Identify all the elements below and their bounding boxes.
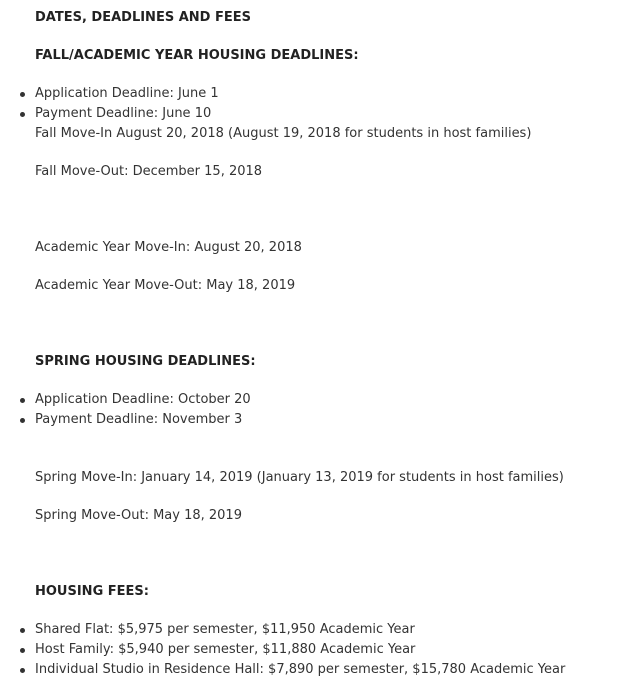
spring-payment-deadline: Payment Deadline: November 3 [35, 412, 243, 427]
spring-section-heading: SPRING HOUSING DEADLINES: [35, 354, 256, 369]
bullet-icon [20, 92, 25, 97]
list-item [35, 661, 565, 679]
fee-individual-studio: Individual Studio in Residence Hall: $7,890 per semester, $15,780 Academic Year [35, 662, 566, 677]
fee-host-family: Host Family: $5,940 per semester, $11,880 Academic Year [35, 642, 416, 657]
fall-move-in: Fall Move-In August 20, 2018 (August 19, 2018 for students in host families) [35, 126, 532, 141]
academic-year-move-out: Academic Year Move-Out: May 18, 2019 [35, 278, 296, 293]
list-item [35, 85, 219, 103]
bullet-icon [20, 398, 25, 403]
list-item [35, 105, 211, 123]
list-item [35, 411, 242, 429]
bullet-icon [20, 648, 25, 653]
spring-move-in: Spring Move-In: January 14, 2019 (January 13, 2019 for students in host families) [35, 470, 564, 485]
spring-application-deadline: Application Deadline: October 20 [35, 392, 251, 407]
list-item [35, 391, 251, 409]
list-item [35, 641, 415, 659]
bullet-icon [20, 112, 25, 117]
fall-payment-deadline: Payment Deadline: June 10 [35, 106, 212, 121]
spring-move-out: Spring Move-Out: May 18, 2019 [35, 508, 242, 523]
bullet-icon [20, 668, 25, 673]
bullet-icon [20, 418, 25, 423]
fees-section-heading: HOUSING FEES: [35, 584, 149, 599]
fall-move-out: Fall Move-Out: December 15, 2018 [35, 164, 263, 179]
fee-shared-flat: Shared Flat: $5,975 per semester, $11,950 Academic Year [35, 622, 415, 637]
fall-application-deadline: Application Deadline: June 1 [35, 86, 219, 101]
bullet-icon [20, 628, 25, 633]
fall-section-heading: FALL/ACADEMIC YEAR HOUSING DEADLINES: [35, 48, 359, 63]
list-item [35, 621, 415, 639]
page-title: DATES, DEADLINES AND FEES [35, 10, 251, 25]
academic-year-move-in: Academic Year Move-In: August 20, 2018 [35, 240, 302, 255]
